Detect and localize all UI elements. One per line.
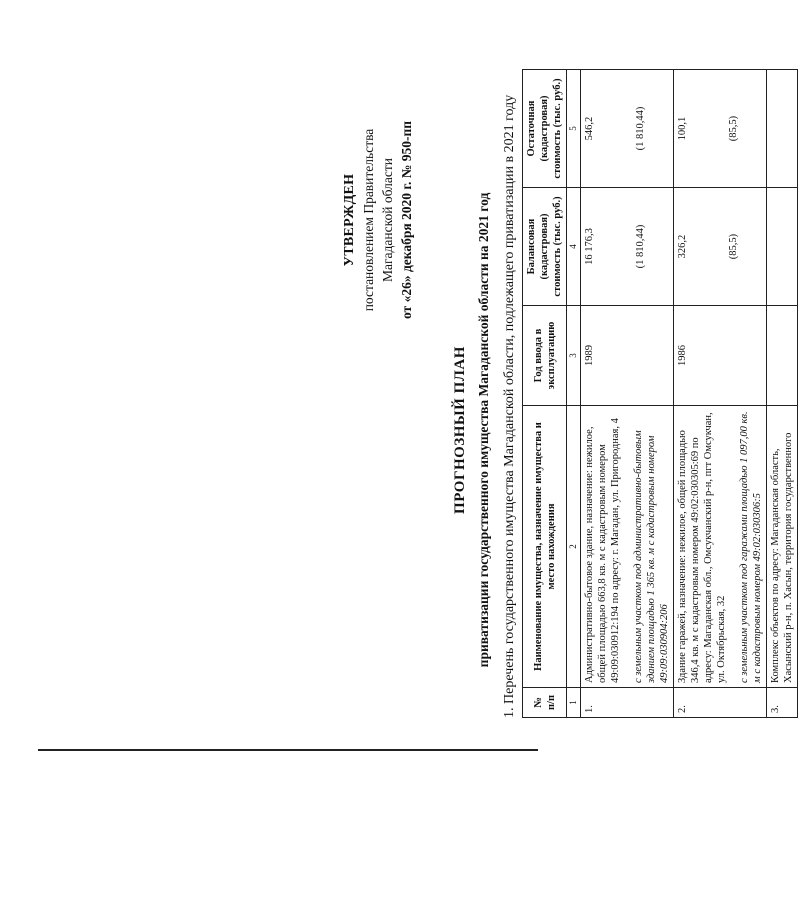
row-residual-cell — [581, 70, 674, 188]
row-year: 1989 — [581, 306, 674, 406]
table-row — [767, 70, 798, 718]
approval-date: от «26» декабря 2020 г. № 950-пп — [399, 121, 414, 320]
row-residual-land: (85,5) — [728, 115, 739, 142]
rotated-page — [340, 70, 794, 790]
column-number: 1 — [567, 688, 581, 718]
header-num: № п/п — [523, 688, 567, 718]
column-number: 3 — [567, 306, 581, 406]
header-balance: Балансовая (кадастровая) стоимость (тыс. руб.) — [523, 188, 567, 306]
row-name-cell — [767, 406, 798, 688]
approval-line-1: постановлением Правительства — [361, 128, 376, 312]
row-balance-land: (1 810,44) — [635, 224, 646, 269]
column-number-row — [567, 70, 581, 718]
row-land: с земельным участком под гаражами площадью 1 097,00 кв. м с кадастровым номером 49:02:030306:5 — [739, 411, 763, 683]
table-row — [674, 70, 767, 718]
document-subtitle: приватизации государственного имущества Магаданской области на 2021 год — [476, 192, 491, 668]
header-year: Год ввода в эксплуатацию — [523, 306, 567, 406]
row-balance — [767, 188, 798, 306]
column-number: 4 — [567, 188, 581, 306]
row-num: 3. — [767, 688, 798, 718]
row-balance-cell — [674, 188, 767, 306]
row-year — [767, 306, 798, 406]
approval-block — [340, 80, 416, 360]
column-number: 2 — [567, 406, 581, 688]
row-num: 2. — [674, 688, 767, 718]
row-name: Здание гаражей, назначение: нежилое, общей площадью 346,4 кв. м с кадастровым номером 49:02:030305:69 по адресу: Магаданская обл., Омсукчанский р-н, пгт Омсукчан, ул. Октябрьская, 32 — [677, 412, 727, 683]
row-land: с земельным участком под административно-бытовым зданием площадью 1 365 кв. м с кадастровым номером 49:09:030904:206 — [633, 430, 670, 683]
table-row — [581, 70, 674, 718]
row-balance: 16 176,3 — [584, 228, 595, 265]
table-header-row — [523, 70, 567, 718]
column-number: 5 — [567, 70, 581, 188]
approval-heading: УТВЕРЖДЕН — [342, 173, 357, 267]
row-balance: 326,2 — [677, 234, 688, 259]
row-name-cell — [581, 406, 674, 688]
row-name: Административно-бытовое здание, назначение: нежилое, общей площадью 663,8 кв. м с кадастровым номером 49:09:030912:194 по адресу: г. Магадан, ул. Пригородная, 4 — [584, 418, 621, 683]
row-balance-cell — [581, 188, 674, 306]
row-residual: 546,2 — [584, 116, 595, 141]
section-title: 1. Перечень государственного имущества Магаданской области, подлежащего приватизации в 2021 году — [502, 94, 517, 718]
row-balance-land: (85,5) — [728, 233, 739, 260]
privatization-table — [522, 69, 798, 718]
header-residual: Остаточная (кадастровая) стоимость (тыс. руб.) — [523, 70, 567, 188]
header-name: Наименование имущества, назначение имущества и место нахождения — [523, 406, 567, 688]
approval-line-2: Магаданской области — [380, 158, 395, 282]
row-name: Комплекс объектов по адресу: Магаданская область, Хасынский р-н, п. Хасын, территория государственного — [770, 432, 794, 683]
row-residual-cell — [674, 70, 767, 188]
row-year: 1986 — [674, 306, 767, 406]
row-residual — [767, 70, 798, 188]
row-num: 1. — [581, 688, 674, 718]
row-name-cell — [674, 406, 767, 688]
document-title: ПРОГНОЗНЫЙ ПЛАН — [452, 346, 468, 514]
row-residual: 100,1 — [677, 116, 688, 141]
row-residual-land: (1 810,44) — [635, 106, 646, 151]
